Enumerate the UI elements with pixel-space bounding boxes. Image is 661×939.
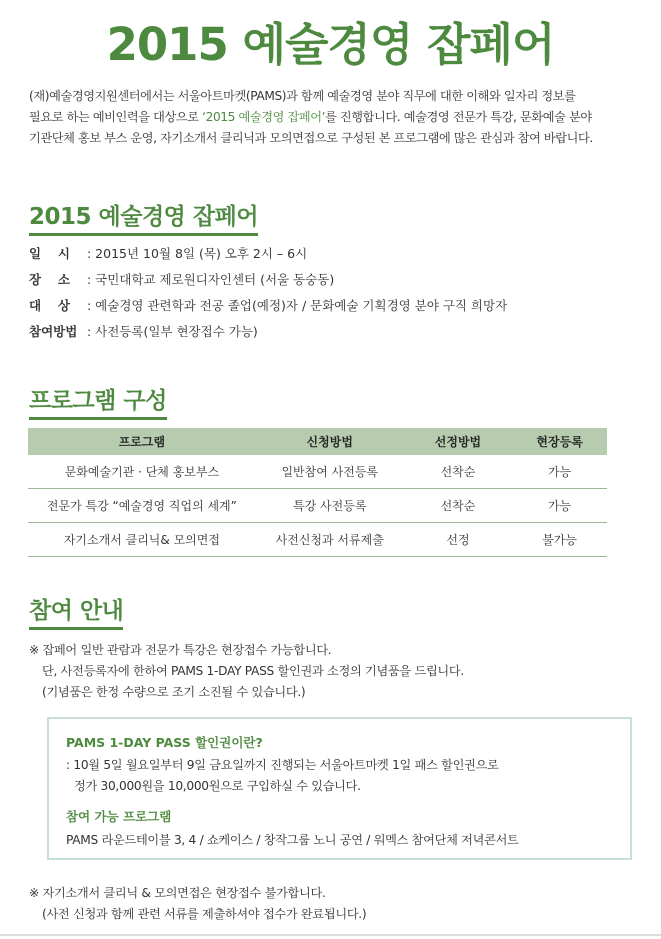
notice-block — [29, 883, 366, 925]
info-value: : 국민대학교 제로원디자인센터 (서울 동숭동) — [87, 272, 335, 287]
intro-line — [29, 107, 637, 128]
event-heading: 2015 예술경영 잡페어 — [29, 198, 258, 236]
table-cell: 가능 — [512, 489, 607, 523]
box-line: 정가 30,000원을 10,000원으로 구입하실 수 있습니다. — [74, 779, 361, 793]
column-header: 현장등록 — [512, 428, 607, 455]
box-line: : 10월 5일 월요일부터 9일 금요일까지 진행되는 서울아트마켓 1일 패스 할인권으로 — [66, 758, 499, 772]
table-row — [28, 489, 607, 523]
info-row-place — [29, 267, 507, 293]
column-header: 프로그램 — [28, 428, 256, 455]
info-row-target — [29, 293, 507, 319]
table-cell: 일반참여 사전등록 — [256, 455, 404, 489]
intro-text: 필요로 하는 예비인력을 대상으로 — [29, 110, 203, 124]
box-text — [66, 755, 498, 797]
table-header-row — [28, 428, 607, 455]
info-row-date — [29, 241, 507, 267]
pass-info-box — [47, 717, 632, 860]
table-cell: 자기소개서 클리닉& 모의면접 — [28, 523, 256, 557]
program-heading: 프로그램 구성 — [29, 382, 167, 420]
table-row — [28, 523, 607, 557]
box-title: PAMS 1-DAY PASS 할인권이란? — [66, 735, 263, 750]
intro-line: (재)예술경영지원센터에서는 서울아트마켓(PAMS)과 함께 예술경영 분야 직무에 대한 이해와 일자리 정보를 — [29, 89, 576, 103]
notice-line: (사전 신청과 함께 관련 서류를 제출하셔야 접수가 완료됩니다.) — [42, 907, 367, 921]
box-line: PAMS 라운드테이블 3, 4 / 쇼케이스 / 창작그룹 노니 공연 / 워멕스 참여단체 저녁콘서트 — [66, 833, 519, 847]
info-row-method — [29, 319, 507, 345]
table-cell: 가능 — [512, 455, 607, 489]
program-table — [28, 428, 607, 557]
intro-text: 를 진행합니다. 예술경영 전문가 특강, 문화예술 분야 — [325, 110, 592, 124]
info-value: : 사전등록(일부 현장접수 가능) — [87, 324, 258, 339]
notice-line: ※ 자기소개서 클리닉 & 모의면접은 현장접수 불가합니다. — [29, 886, 326, 900]
info-value: : 예술경영 관련학과 전공 졸업(예정)자 / 문화예술 기획경영 분야 구직 희망자 — [87, 298, 508, 313]
table-cell: 문화예술기관 · 단체 홍보부스 — [28, 455, 256, 489]
guide-heading: 참여 안내 — [29, 592, 123, 630]
column-header: 선정방법 — [404, 428, 513, 455]
info-label: 장 소 — [29, 272, 71, 287]
intro-paragraph — [29, 86, 637, 149]
table-cell: 선착순 — [404, 455, 513, 489]
info-value: : 2015년 10월 8일 (목) 오후 2시 – 6시 — [87, 246, 308, 261]
table-cell: 선착순 — [404, 489, 513, 523]
box-title: 참여 가능 프로그램 — [66, 809, 172, 824]
info-label: 참여방법 — [29, 324, 78, 339]
table-cell: 전문가 특강 “예술경영 직업의 세계” — [28, 489, 256, 523]
table-cell: 사전신청과 서류제출 — [256, 523, 404, 557]
intro-highlight: ‘2015 예술경영 잡페어’ — [202, 110, 326, 124]
divider — [0, 934, 661, 936]
intro-line: 기관단체 홍보 부스 운영, 자기소개서 클리닉과 모의면접으로 구성된 본 프로그램에 많은 관심과 참여 바랍니다. — [29, 131, 593, 145]
notice-line: ※ 잡페어 일반 관람과 전문가 특강은 현장접수 가능합니다. — [29, 643, 332, 657]
event-info — [29, 241, 507, 345]
notice-block — [29, 640, 464, 703]
table-cell: 선정 — [404, 523, 513, 557]
table-row — [28, 455, 607, 489]
table-cell: 특강 사전등록 — [256, 489, 404, 523]
notice-line: (기념품은 한정 수량으로 조기 소진될 수 있습니다.) — [42, 685, 306, 699]
info-label: 대 상 — [29, 298, 71, 313]
column-header: 신청방법 — [256, 428, 404, 455]
table-cell: 불가능 — [512, 523, 607, 557]
info-label: 일 시 — [29, 246, 71, 261]
page-title: 2015 예술경영 잡페어 — [106, 18, 555, 71]
notice-line: 단, 사전등록자에 한하여 PAMS 1-DAY PASS 할인권과 소정의 기념품을 드립니다. — [42, 664, 464, 678]
